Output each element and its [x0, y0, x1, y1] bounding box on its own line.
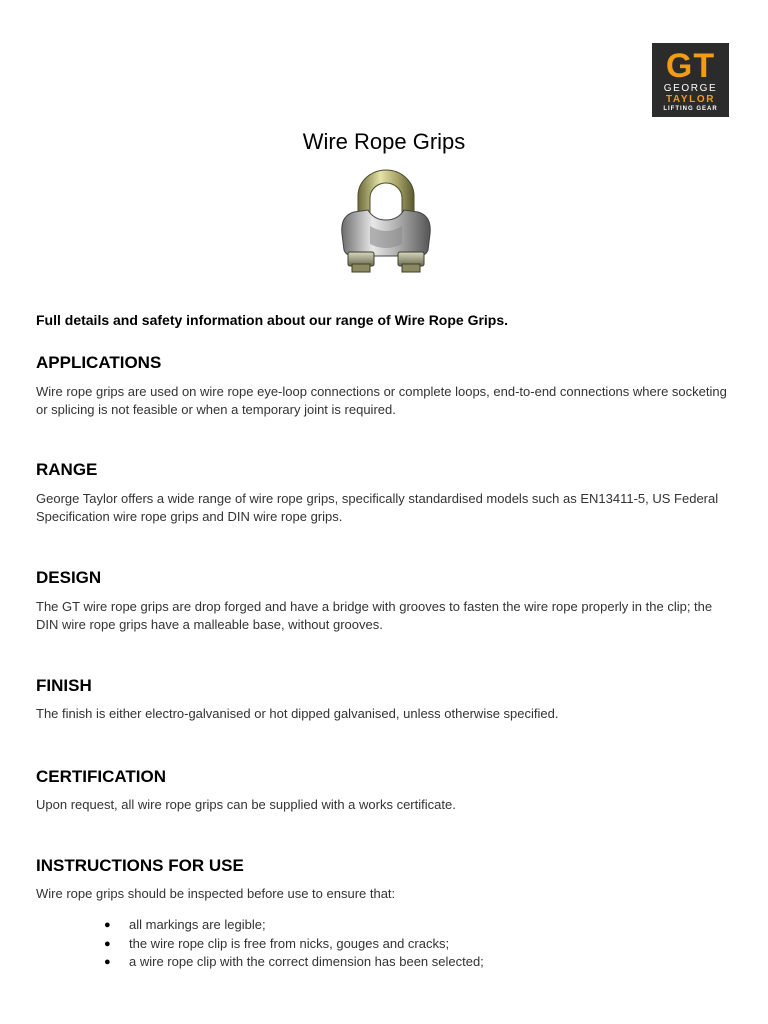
instructions-bullet-list — [104, 916, 484, 972]
wire-rope-grip-image — [330, 164, 442, 279]
heading-range: RANGE — [36, 460, 98, 479]
list-item — [104, 953, 484, 972]
list-item — [104, 916, 484, 935]
text-design: The GT wire rope grips are drop forged and have a bridge with grooves to fasten the wire rope properly in the clip; the DIN wire rope grips have a malleable base, without grooves. — [36, 599, 713, 632]
text-certification: Upon request, all wire rope grips can be supplied with a works certificate. — [36, 797, 456, 812]
heading-instructions-for-use: INSTRUCTIONS FOR USE — [36, 856, 244, 875]
text-range: George Taylor offers a wide range of wire rope grips, specifically standardised models such as EN13411-5, US Federal Specification wire rope grips and DIN wire rope grips. — [36, 491, 719, 524]
bullet-icon: ● — [104, 937, 111, 950]
text-finish: The finish is either electro-galvanised or hot dipped galvanised, unless otherwise specified. — [36, 706, 559, 721]
heading-finish: FINISH — [36, 676, 92, 695]
page-title: Wire Rope Grips — [302, 129, 466, 154]
heading-design: DESIGN — [36, 568, 102, 587]
george-taylor-logo — [652, 43, 729, 117]
text-applications: Wire rope grips are used on wire rope eye-loop connections or complete loops, end-to-end connections where socketing or splicing is not feasible or when a temporary joint is required. — [36, 384, 727, 417]
list-item-text: a wire rope clip with the correct dimension has been selected; — [129, 954, 484, 969]
bullet-icon: ● — [104, 956, 111, 968]
heading-applications: APPLICATIONS — [36, 353, 162, 372]
heading-certification: CERTIFICATION — [36, 767, 167, 786]
bullet-icon: ● — [104, 919, 111, 931]
logo-line-george: GEORGE — [663, 83, 718, 94]
list-item — [104, 935, 484, 954]
list-item-text: the wire rope clip is free from nicks, gouges and cracks; — [129, 935, 450, 951]
logo-mark: GT — [665, 47, 716, 85]
list-item-text: all markings are legible; — [129, 917, 266, 932]
logo-line-taylor: TAYLOR — [665, 94, 716, 105]
logo-line-lifting-gear: LIFTING GEAR — [663, 106, 718, 112]
intro-text: Full details and safety information about our range of Wire Rope Grips. — [36, 312, 509, 328]
text-instructions-for-use: Wire rope grips should be inspected before use to ensure that: — [36, 886, 396, 901]
